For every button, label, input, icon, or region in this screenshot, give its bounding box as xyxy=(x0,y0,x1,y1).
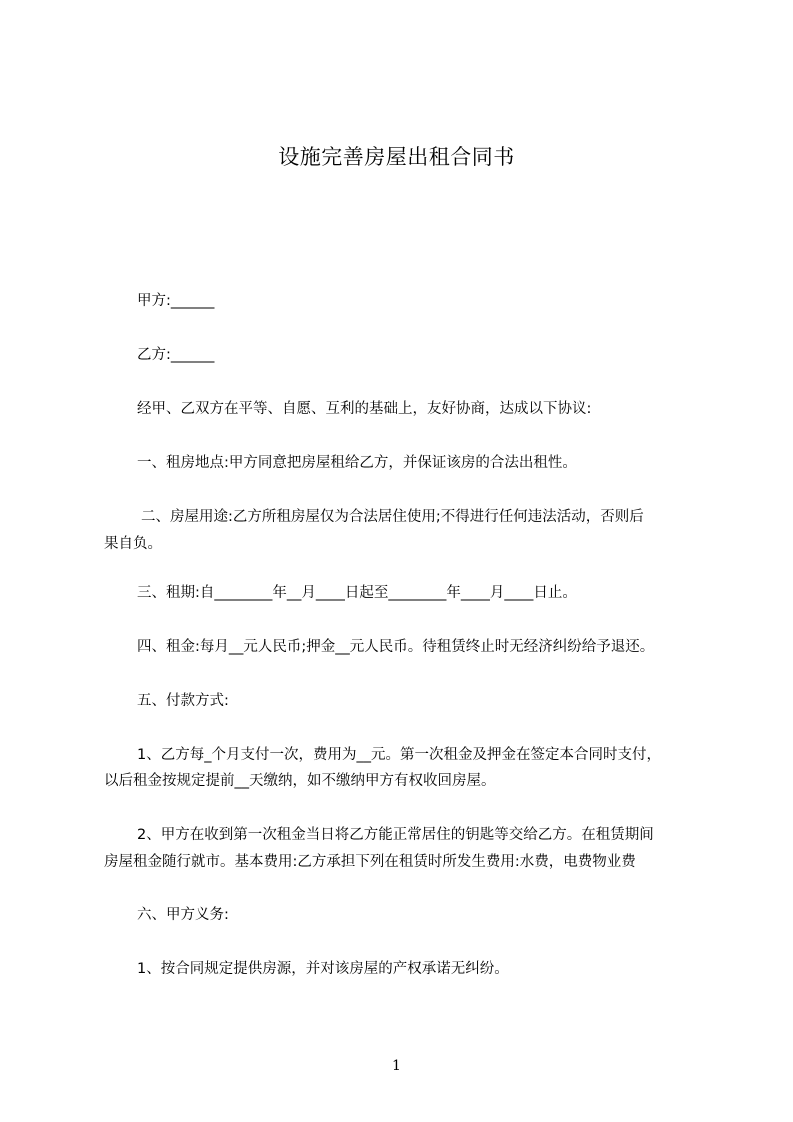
party-a-line: 甲方:______ xyxy=(137,293,215,309)
clause-payment-heading: 五、付款方式: xyxy=(137,693,229,709)
party-b-line: 乙方:______ xyxy=(137,347,215,363)
preamble-paragraph: 经甲、乙双方在平等、自愿、互利的基础上，友好协商，达成以下协议: xyxy=(137,401,592,417)
clause-location: 一、租房地点:甲方同意把房屋租给乙方，并保证该房的合法出租性。 xyxy=(137,455,577,471)
clause-usage-line-1: 二、房屋用途:乙方所租房屋仅为合法居住使用;不得进行任何违法活动，否则后 xyxy=(141,509,644,525)
clause-rent: 四、租金:每月__元人民币;押金__元人民币。待租赁终止时无经济纠纷给予退还。 xyxy=(137,639,655,655)
clause-term: 三、租期:自________年__月____日起至________年____月____日止。 xyxy=(137,585,577,601)
clause-party-a-duties-heading: 六、甲方义务: xyxy=(137,907,229,923)
clause-usage-line-2: 果自负。 xyxy=(104,536,162,552)
payment-item-1-line-2: 以后租金按规定提前__天缴纳，如不缴纳甲方有权收回房屋。 xyxy=(104,773,496,789)
payment-item-2-line-2: 房屋租金随行就市。基本费用:乙方承担下列在租赁时所发生费用:水费，电费物业费 xyxy=(104,854,636,870)
document-title: 设施完善房屋出租合同书 xyxy=(278,145,515,169)
payment-item-1-line-1: 1、乙方每_个月支付一次，费用为__元。第一次租金及押金在签定本合同时支付， xyxy=(137,747,661,763)
payment-item-2-line-1: 2、甲方在收到第一次租金当日将乙方能正常居住的钥匙等交给乙方。在租赁期间 xyxy=(137,827,654,843)
party-a-duty-item-1: 1、按合同规定提供房源，并对该房屋的产权承诺无纠纷。 xyxy=(137,961,509,977)
page-number: 1 xyxy=(392,1058,401,1074)
